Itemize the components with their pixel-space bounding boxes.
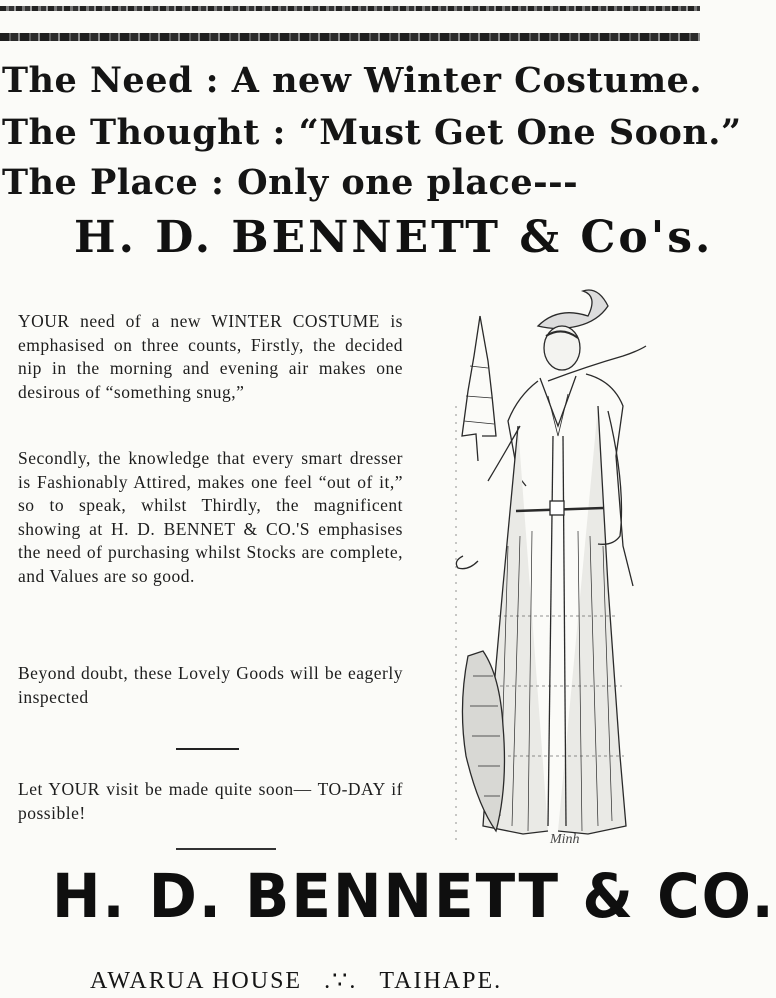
footer-shop-name: H. D. BENNETT & CO.	[52, 860, 776, 932]
body-paragraph-4: Let YOUR visit be made quite soon— TO-DAY if possible!	[18, 779, 403, 823]
divider-rule-2	[176, 848, 276, 850]
body-paragraph-1: YOUR need of a new WINTER COSTUME is emphasised on three counts, Firstly, the decided nip in the morning and evening air makes one desirous of “something snug,”	[18, 311, 403, 402]
body-paragraph-2: Secondly, the knowledge that every smart dresser is Fashionably Attired, makes one feel “out of it,” so to speak, whilst Thirdly, the magnificent showing at H. D. BENNET & CO.'S emphasises the need of purchasing whilst Stocks are complete, and Values are so good.	[18, 448, 403, 586]
headline-need: The Need : A new Winter Costume.	[2, 60, 703, 101]
shop-title: H. D. BENNETT & Co's.	[74, 212, 714, 263]
address-town: TAIHAPE.	[379, 968, 503, 994]
address-house: AWARUA HOUSE	[90, 968, 303, 994]
woman-in-winter-coat-illustration	[448, 286, 648, 860]
address-separator: .∵.	[324, 968, 358, 994]
headline-thought: The Thought : “Must Get One Soon.”	[2, 112, 742, 153]
headline-place: The Place : Only one place---	[2, 162, 579, 203]
body-paragraph-3: Beyond doubt, these Lovely Goods will be eagerly inspected	[18, 663, 403, 707]
top-border-rule	[0, 6, 700, 11]
artist-signature: Minh	[550, 832, 580, 847]
header-border-rule	[0, 33, 700, 41]
footer-address	[90, 966, 502, 995]
divider-rule	[176, 748, 239, 750]
